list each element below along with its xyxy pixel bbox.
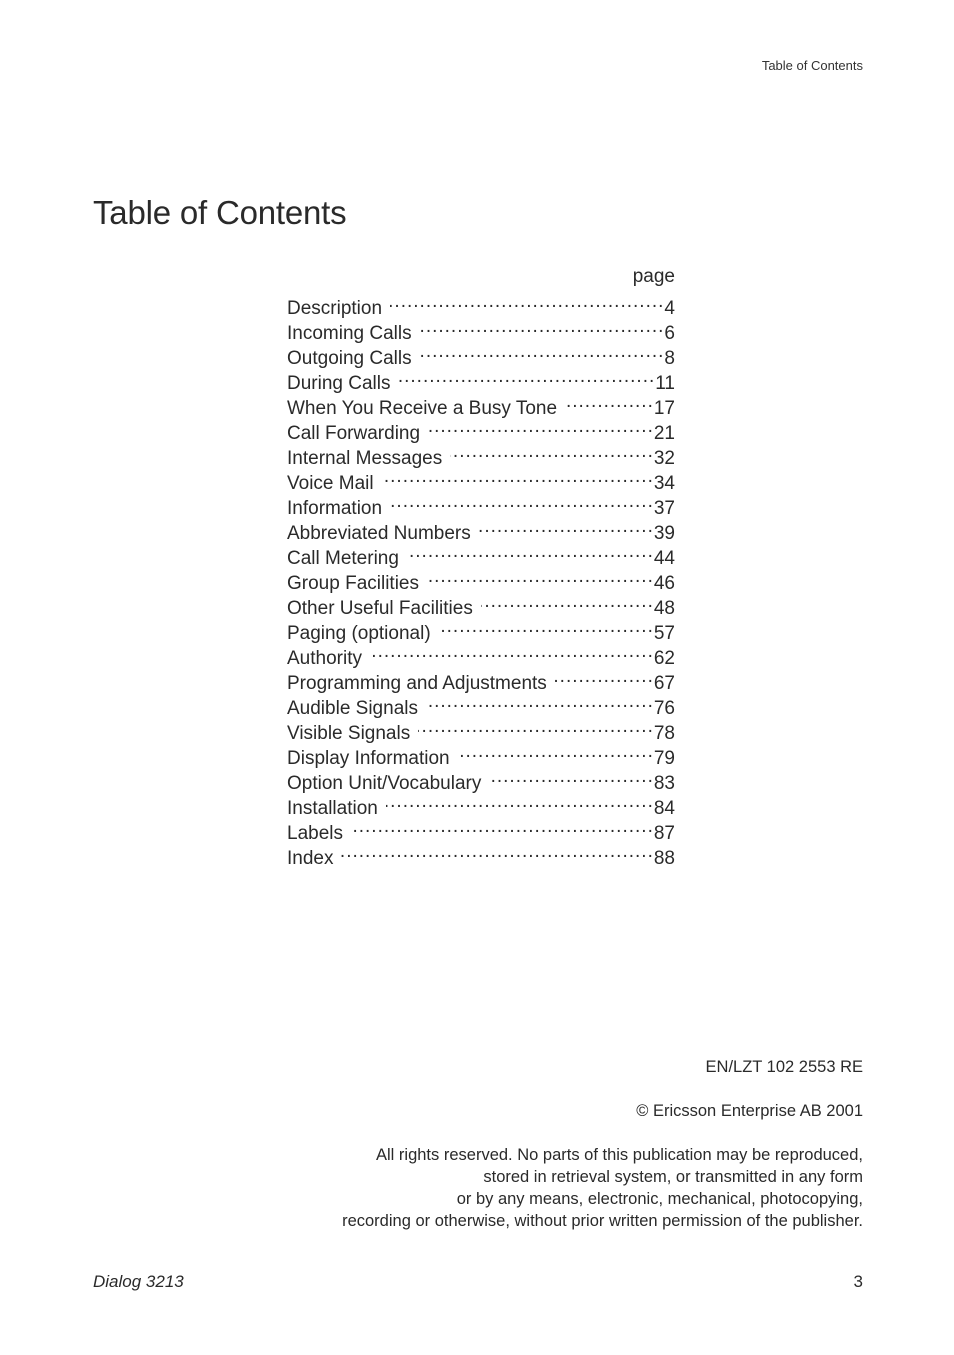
toc-entry-page: 84	[653, 798, 675, 819]
toc-entry-page: 76	[653, 698, 675, 719]
toc-entry-page: 21	[653, 423, 675, 444]
toc-entry-page: 4	[664, 298, 675, 319]
toc-entry-page: 17	[653, 398, 675, 419]
toc-entry-page: 48	[653, 598, 675, 619]
toc-dot-leader	[341, 839, 653, 864]
toc-dot-leader	[390, 289, 664, 314]
toc-dot-leader	[458, 739, 654, 764]
toc-entry-page: 34	[653, 473, 675, 494]
toc-entry-title: When You Receive a Busy Tone	[287, 398, 558, 419]
toc-entry-page: 87	[653, 823, 675, 844]
toc-dot-leader	[390, 489, 654, 514]
toc-entry-title: Display Information	[287, 748, 450, 769]
toc-dot-leader	[481, 589, 654, 614]
toc-entry-page: 67	[653, 673, 675, 694]
toc-entry-title: Call Forwarding	[287, 423, 421, 444]
toc-entry-page: 79	[653, 748, 675, 769]
toc-dot-leader	[555, 664, 654, 689]
toc-dot-leader	[426, 689, 654, 714]
toc-entry-page: 8	[664, 348, 675, 369]
toc-dot-leader	[450, 439, 654, 464]
toc-entry-title: Group Facilities	[287, 573, 419, 594]
rights-line: or by any means, electronic, mechanical, photocopying,	[456, 1190, 863, 1208]
toc-entry-page: 11	[655, 373, 675, 394]
toc-dot-leader	[420, 314, 665, 339]
toc-entry	[287, 839, 675, 869]
toc-dot-leader	[407, 539, 654, 564]
toc-entry-title: During Calls	[287, 373, 391, 394]
toc-entry-title: Abbreviated Numbers	[287, 523, 471, 544]
toc-dot-leader	[489, 764, 654, 789]
toc-entry-title: Labels	[287, 823, 343, 844]
toc-dot-leader	[428, 414, 654, 439]
toc-dot-leader	[351, 814, 654, 839]
toc-dot-leader	[418, 714, 654, 739]
copyright-notice: © Ericsson Enterprise AB 2001	[636, 1102, 863, 1120]
rights-line: All rights reserved. No parts of this publication may be reproduced,	[376, 1146, 863, 1164]
toc-list	[287, 289, 675, 869]
toc-entry-title: Outgoing Calls	[287, 348, 412, 369]
toc-dot-leader	[382, 464, 654, 489]
toc-entry-title: Authority	[287, 648, 362, 669]
toc-entry-title: Visible Signals	[287, 723, 411, 744]
footer-product-name: Dialog 3213	[93, 1272, 184, 1291]
rights-line: stored in retrieval system, or transmitted in any form	[483, 1168, 863, 1186]
toc-entry-title: Audible Signals	[287, 698, 418, 719]
toc-entry-title: Voice Mail	[287, 473, 374, 494]
rights-line: recording or otherwise, without prior written permission of the publisher.	[342, 1212, 863, 1230]
toc-entry-page: 39	[653, 523, 675, 544]
toc-entry-title: Information	[287, 498, 383, 519]
toc-entry-page: 6	[664, 323, 675, 344]
toc-entry-title: Option Unit/Vocabulary	[287, 773, 482, 794]
toc-entry-page: 37	[653, 498, 675, 519]
toc-dot-leader	[479, 514, 654, 539]
toc-dot-leader	[386, 789, 654, 814]
toc-entry-page: 83	[653, 773, 675, 794]
toc-entry-title: Call Metering	[287, 548, 399, 569]
legal-notice	[342, 1056, 863, 1232]
toc-entry-page: 57	[653, 623, 675, 644]
toc-entry-title: Installation	[287, 798, 378, 819]
toc-entry-title: Index	[287, 848, 334, 869]
toc-entry-page: 78	[653, 723, 675, 744]
toc-entry-page: 88	[653, 848, 675, 869]
toc-dot-leader	[439, 614, 654, 639]
toc-entry-page: 46	[653, 573, 675, 594]
toc-dot-leader	[420, 339, 665, 364]
page-title: Table of Contents	[93, 194, 347, 231]
toc-entry-title: Description	[287, 298, 383, 319]
footer-page-number: 3	[853, 1272, 863, 1291]
toc-entry	[287, 289, 675, 319]
toc-entry-title: Paging (optional)	[287, 623, 431, 644]
toc-entry-title: Incoming Calls	[287, 323, 412, 344]
toc-entry-title: Internal Messages	[287, 448, 443, 469]
toc-dot-leader	[398, 364, 655, 389]
running-header: Table of Contents	[761, 58, 863, 73]
toc-entry-title: Programming and Adjustments	[287, 673, 547, 694]
toc-entry-title: Other Useful Facilities	[287, 598, 473, 619]
toc-dot-leader	[427, 564, 654, 589]
toc-dot-leader	[370, 639, 654, 664]
table-of-contents	[287, 264, 675, 869]
document-number: EN/LZT 102 2553 RE	[705, 1058, 863, 1076]
toc-entry-page: 62	[653, 648, 675, 669]
toc-page-column-heading: page	[632, 266, 675, 287]
toc-entry-page: 44	[653, 548, 675, 569]
toc-entry-page: 32	[653, 448, 675, 469]
toc-dot-leader	[565, 389, 654, 414]
